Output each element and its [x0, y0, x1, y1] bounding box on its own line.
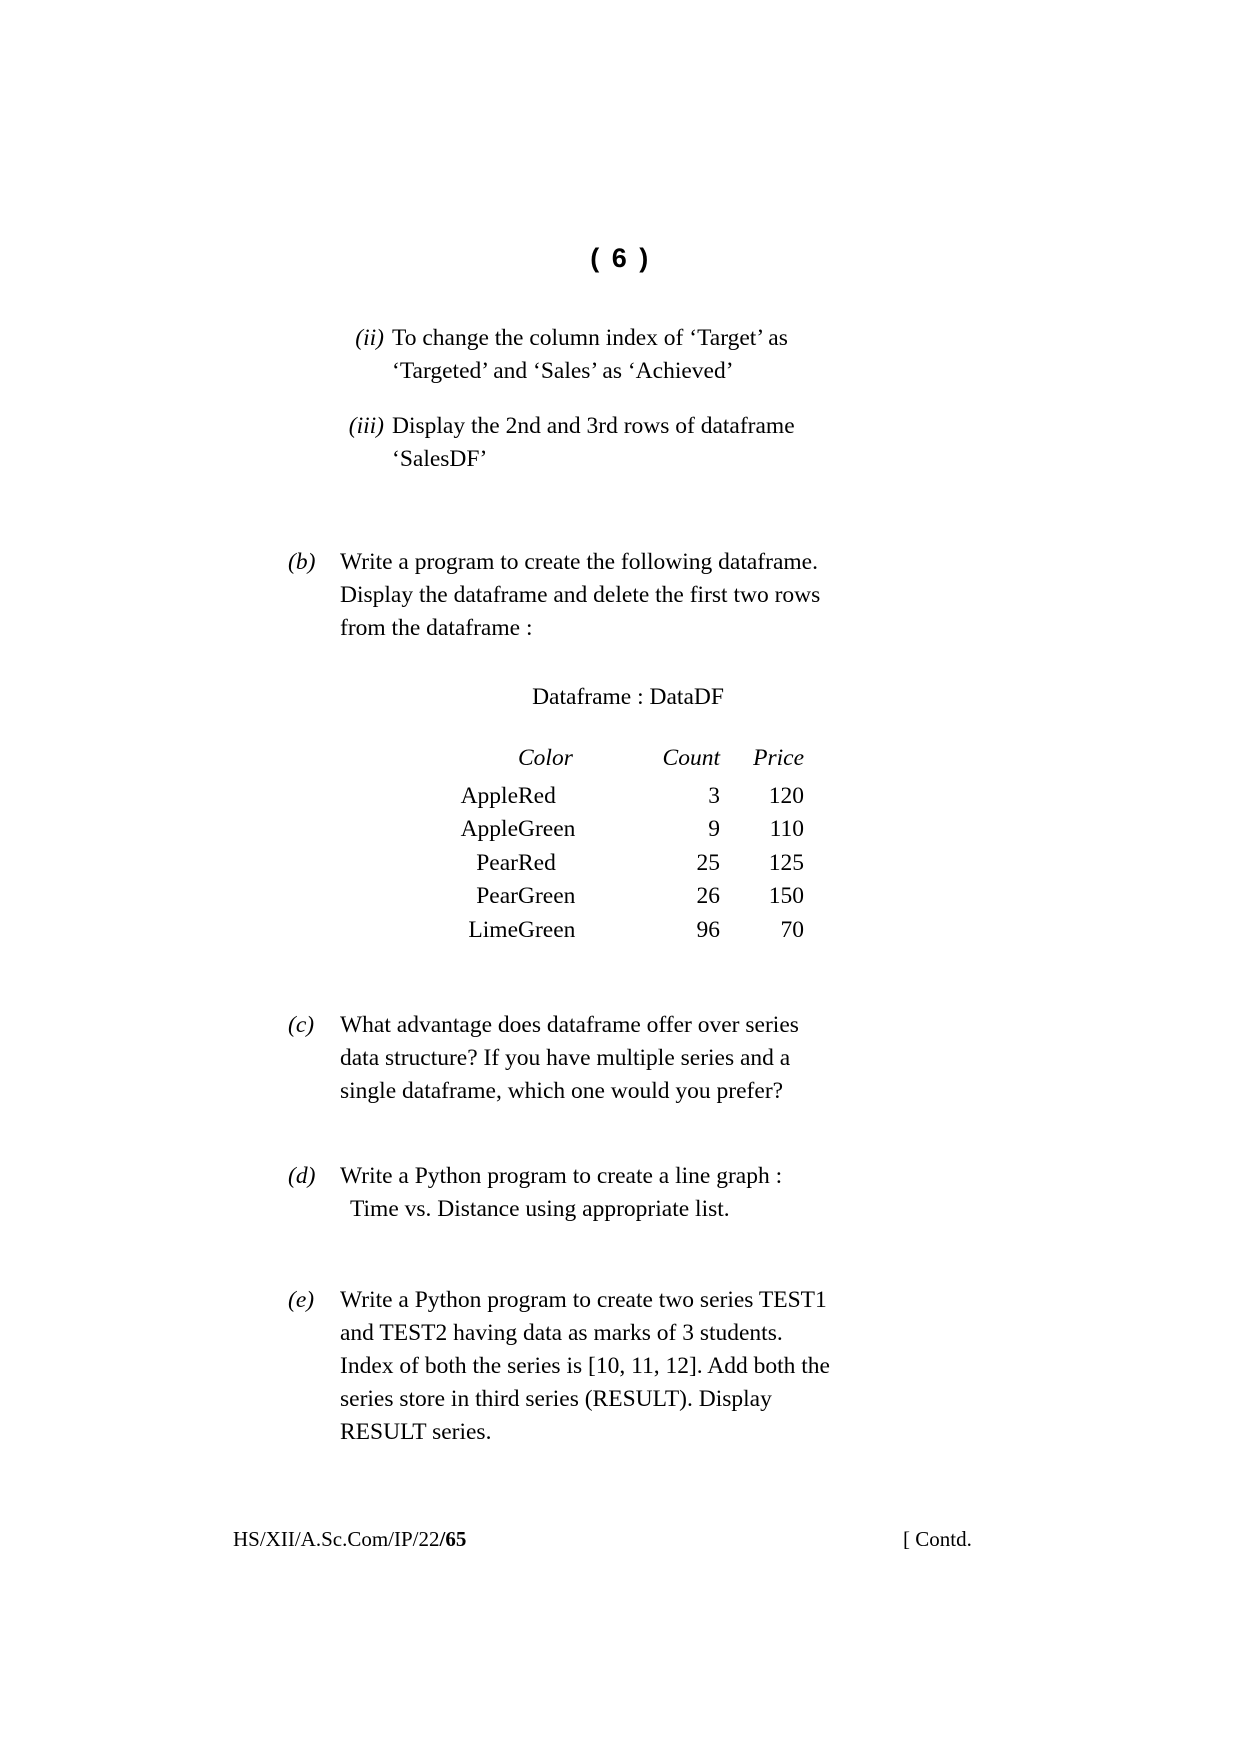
- question-e-line5: RESULT series.: [340, 1419, 492, 1445]
- question-c-line2: data structure? If you have multiple series and a: [340, 1045, 791, 1071]
- paper-code-prefix: HS/XII/A.Sc.Com/IP/22: [233, 1527, 440, 1551]
- cell-color: Red: [518, 782, 556, 809]
- table-row: [422, 847, 804, 881]
- table-row: [422, 880, 804, 914]
- question-e-line3: Index of both the series is [10, 11, 12]. Add both the: [340, 1353, 830, 1379]
- question-c-line3: single dataframe, which one would you prefer?: [340, 1078, 784, 1104]
- question-body-column: [288, 322, 938, 1449]
- page-number: ( 6 ): [590, 243, 651, 273]
- question-c-line1: What advantage does dataframe offer over series: [340, 1012, 799, 1038]
- question-e: [288, 1284, 938, 1449]
- sub-item-iii-label: (iii): [348, 413, 384, 439]
- column-header-color: Color: [518, 745, 573, 771]
- question-c-label: (c): [288, 1012, 315, 1038]
- cell-price: 110: [769, 816, 804, 842]
- cell-price: 120: [768, 782, 804, 809]
- spacer-before-d: [288, 1108, 938, 1160]
- cell-color: Green: [518, 883, 576, 909]
- spacer-before-b: [288, 498, 938, 546]
- cell-count: 9: [708, 816, 720, 842]
- cell-index: Apple: [460, 816, 518, 842]
- sub-item-ii: [288, 322, 938, 388]
- dataframe-body: [422, 780, 804, 948]
- question-c: [288, 1009, 938, 1108]
- sub-item-ii-line2: ‘Targeted’ and ‘Sales’ as ‘Achieved’: [392, 358, 734, 384]
- cell-color: Green: [518, 816, 576, 842]
- spacer-before-c: [288, 947, 938, 1009]
- question-b: [288, 546, 938, 645]
- cell-count: 25: [696, 849, 720, 876]
- dataframe-table: [422, 742, 804, 947]
- paper-code-suffix: /65: [439, 1527, 467, 1551]
- sub-item-ii-line1: To change the column index of ‘Target’ as: [392, 325, 788, 351]
- question-e-line2: and TEST2 having data as marks of 3 students.: [340, 1320, 783, 1346]
- question-d-line2: Time vs. Distance using appropriate list.: [350, 1196, 730, 1222]
- cell-color: Green: [518, 916, 576, 943]
- column-header-index: [422, 742, 518, 780]
- sub-item-iii-text: [392, 410, 938, 476]
- cell-index: Pear: [476, 883, 518, 909]
- cell-index: Lime: [468, 916, 518, 943]
- question-b-line3: from the dataframe :: [340, 615, 533, 641]
- cell-price: 70: [780, 916, 804, 943]
- cell-price: 125: [768, 849, 804, 876]
- cell-index: Pear: [476, 849, 518, 876]
- cell-count: 26: [696, 883, 720, 909]
- dataframe-head: [422, 742, 804, 780]
- table-header-row: [422, 742, 804, 780]
- question-e-text: [340, 1284, 938, 1449]
- cell-color: Red: [518, 849, 556, 876]
- question-b-line1: Write a program to create the following dataframe.: [340, 549, 818, 575]
- contd-marker: [ Contd.: [903, 1527, 972, 1551]
- sub-item-ii-text: [392, 322, 938, 388]
- sub-item-iii: [288, 410, 938, 476]
- sub-item-iii-line1: Display the 2nd and 3rd rows of dataframe: [392, 413, 795, 439]
- cell-count: 3: [708, 782, 720, 809]
- question-d-text: [340, 1160, 938, 1226]
- cell-index: Apple: [460, 782, 518, 809]
- column-header-count: Count: [662, 745, 720, 771]
- paper-code: [233, 1527, 466, 1552]
- table-row: [422, 780, 804, 814]
- page-footer: [0, 1527, 1241, 1567]
- sub-item-ii-label: (ii): [355, 325, 384, 351]
- question-d-label: (d): [288, 1163, 316, 1189]
- question-e-label: (e): [288, 1287, 315, 1313]
- question-b-label: (b): [288, 549, 316, 575]
- question-d: [288, 1160, 938, 1226]
- sub-item-iii-line2: ‘SalesDF’: [392, 446, 488, 472]
- question-e-line4: series store in third series (RESULT). Display: [340, 1386, 772, 1412]
- spacer-before-e: [288, 1226, 938, 1284]
- question-b-text: [340, 546, 938, 645]
- column-header-price: Price: [753, 745, 804, 771]
- table-row: [422, 914, 804, 948]
- dataframe-title: Dataframe : DataDF: [532, 684, 724, 710]
- question-c-text: [340, 1009, 938, 1108]
- question-d-line1: Write a Python program to create a line graph :: [340, 1163, 783, 1189]
- table-row: [422, 813, 804, 847]
- question-e-line1: Write a Python program to create two series TEST1: [340, 1287, 827, 1313]
- cell-count: 96: [696, 916, 720, 943]
- question-b-line2: Display the dataframe and delete the first two rows: [340, 582, 821, 608]
- cell-price: 150: [768, 883, 804, 909]
